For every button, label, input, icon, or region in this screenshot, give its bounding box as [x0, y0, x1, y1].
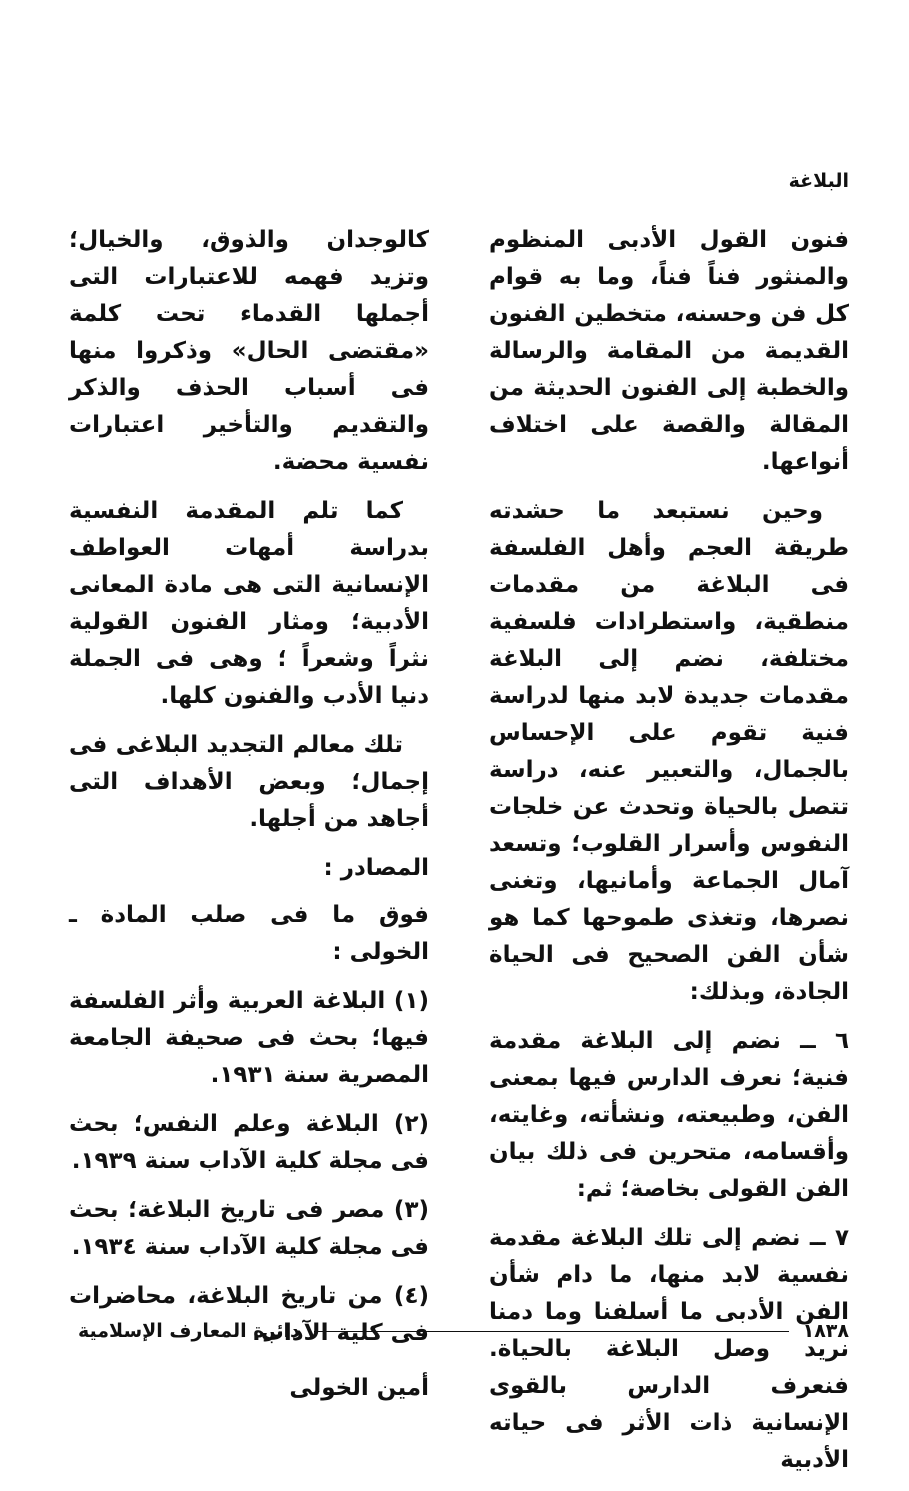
source-entry: (٢) البلاغة وعلم النفس؛ بحث فى مجلة كلية الآداب سنة ١٩٣٩. [69, 1111, 429, 1174]
publication-title: دائرة المعارف الإسلامية [78, 1320, 300, 1342]
paragraph: كما تلم المقدمة النفسية بدراسة أمهات العواطف الإنسانية التى هى مادة المعانى الأدبية؛ ومثار الفنون القولية نثراً وشعراً ؛ وهى فى الجملة دنيا الأدب والفنون كلها. [69, 498, 429, 709]
sources-heading: المصادر : [323, 855, 429, 881]
source-entry: (١) البلاغة العربية وأثر الفلسفة فيها؛ بحث فى صحيفة الجامعة المصرية سنة ١٩٣١. [69, 988, 429, 1088]
paragraph: فنون القول الأدبى المنظوم والمنثور فناً فناً، وما به قوام كل فن وحسنه، متخطين الفنون القديمة من المقامة والرسالة والخطبة إلى الفنون الحديثة من المقالة والقصة على اختلاف أنواعها. [489, 227, 849, 475]
paragraph: كالوجدان والذوق، والخيال؛ وتزيد فهمه للاعتبارات التى أجملها القدماء تحت كلمة «مقتضى الحال» وذكروا منها فى أسباب الحذف والذكر والتقديم والتأخير اعتبارات نفسية محضة. [69, 227, 429, 475]
source-entry: (٣) مصر فى تاريخ البلاغة؛ بحث فى مجلة كلية الآداب سنة ١٩٣٤. [69, 1197, 429, 1260]
paragraph: ٧ ــ نضم إلى تلك البلاغة مقدمة نفسية لابد منها، ما دام شأن الفن الأدبى ما أسلفنا وما دمنا نريد وصل البلاغة بالحياة. فنعرف الدارس بالقوى الإنسانية ذات الأثر فى حياته الأدبية [489, 1225, 849, 1473]
running-head: البلاغة [788, 170, 849, 192]
author-signature: أمين الخولى [289, 1375, 429, 1401]
paragraph: ٦ ــ نضم إلى البلاغة مقدمة فنية؛ نعرف الدارس فيها بمعنى الفن، وطبيعته، ونشأته، وغايته، وأقسامه، متحرين فى ذلك بيان الفن القولى بخاصة؛ ثم: [489, 1028, 849, 1202]
page-number: ١٨٣٨ [802, 1320, 849, 1342]
source-entry: (٤) من تاريخ البلاغة، محاضرات فى كلية الآداب. [69, 1283, 429, 1346]
page-footer [78, 1320, 849, 1342]
paragraph: وحين نستبعد ما حشدته طريقة العجم وأهل الفلسفة فى البلاغة من مقدمات منطقية، واستطرادات فلسفية مختلفة، نضم إلى البلاغة مقدمات جديدة لابد منها لدراسة فنية تقوم على الإحساس بالجمال، والتعبير عنه، دراسة تتصل بالحياة وتحدث عن خلجات النفوس وأسرار القلوب؛ وتسعد آمال الجماعة وأمانيها، وتغنى نصرها، وتغذى طموحها كما هو شأن الفن الصحيح فى الحياة الجادة، وبذلك: [489, 498, 849, 1005]
footer-rule [314, 1331, 789, 1332]
left-column [69, 222, 429, 1419]
paragraph: تلك معالم التجديد البلاغى فى إجمال؛ وبعض الأهداف التى أجاهد من أجلها. [69, 732, 429, 832]
right-column [489, 222, 849, 1491]
sources-intro: فوق ما فى صلب المادة ـ الخولى : [69, 902, 429, 965]
